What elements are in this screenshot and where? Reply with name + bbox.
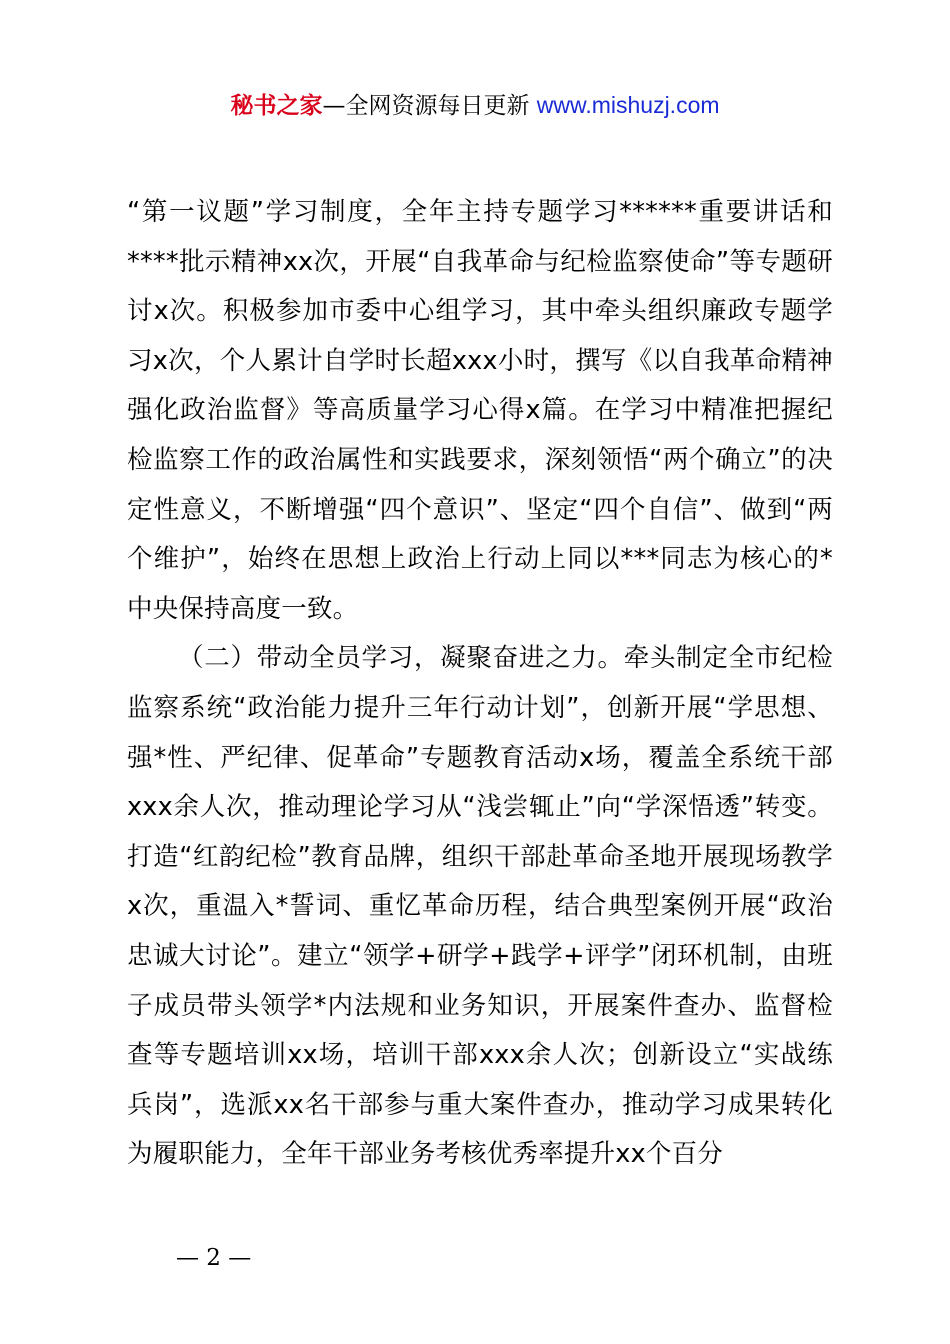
- page-number: — 2 —: [176, 1245, 252, 1271]
- document-body: [127, 188, 833, 1180]
- site-banner: [0, 90, 950, 121]
- site-url-link[interactable]: www.mishuzj.com: [536, 92, 720, 118]
- brand-slogan: —全网资源每日更新: [322, 93, 530, 119]
- body-paragraph: （二）带动全员学习，凝聚奋进之力。牵头制定全市纪检监察系统“政治能力提升三年行动计划”，创新开展“学思想、强*性、严纪律、促革命”专题教育活动x场，覆盖全系统干部xxx余人次，推动理论学习从“浅尝辄止”向“学深悟透”转变。打造“红韵纪检”教育品牌，组织干部赴革命圣地开展现场教学x次，重温入*誓词、重忆革命历程，结合典型案例开展“政治忠诚大讨论”。建立“领学+研学+践学+评学”闭环机制，由班子成员带头领学*内法规和业务知识，开展案件查办、监督检查等专题培训xx场，培训干部xxx余人次；创新设立“实战练兵岗”，选派xx名干部参与重大案件查办，推动学习成果转化为履职能力，全年干部业务考核优秀率提升xx个百分: [127, 643, 833, 1170]
- body-paragraph: “第一议题”学习制度，全年主持专题学习******重要讲话和****批示精神xx次，开展“自我革命与纪检监察使命”等专题研讨x次。积极参加市委中心组学习，其中牵头组织廉政专题学习x次，个人累计自学时长超xxx小时，撰写《以自我革命精神强化政治监督》等高质量学习心得x篇。在学习中精准把握纪检监察工作的政治属性和实践要求，深刻领悟“两个确立”的决定性意义，不断增强“四个意识”、坚定“四个自信”、做到“两个维护”，始终在思想上政治上行动上同以***同志为核心的*中央保持高度一致。: [127, 197, 833, 624]
- brand-name: 秘书之家: [230, 93, 323, 119]
